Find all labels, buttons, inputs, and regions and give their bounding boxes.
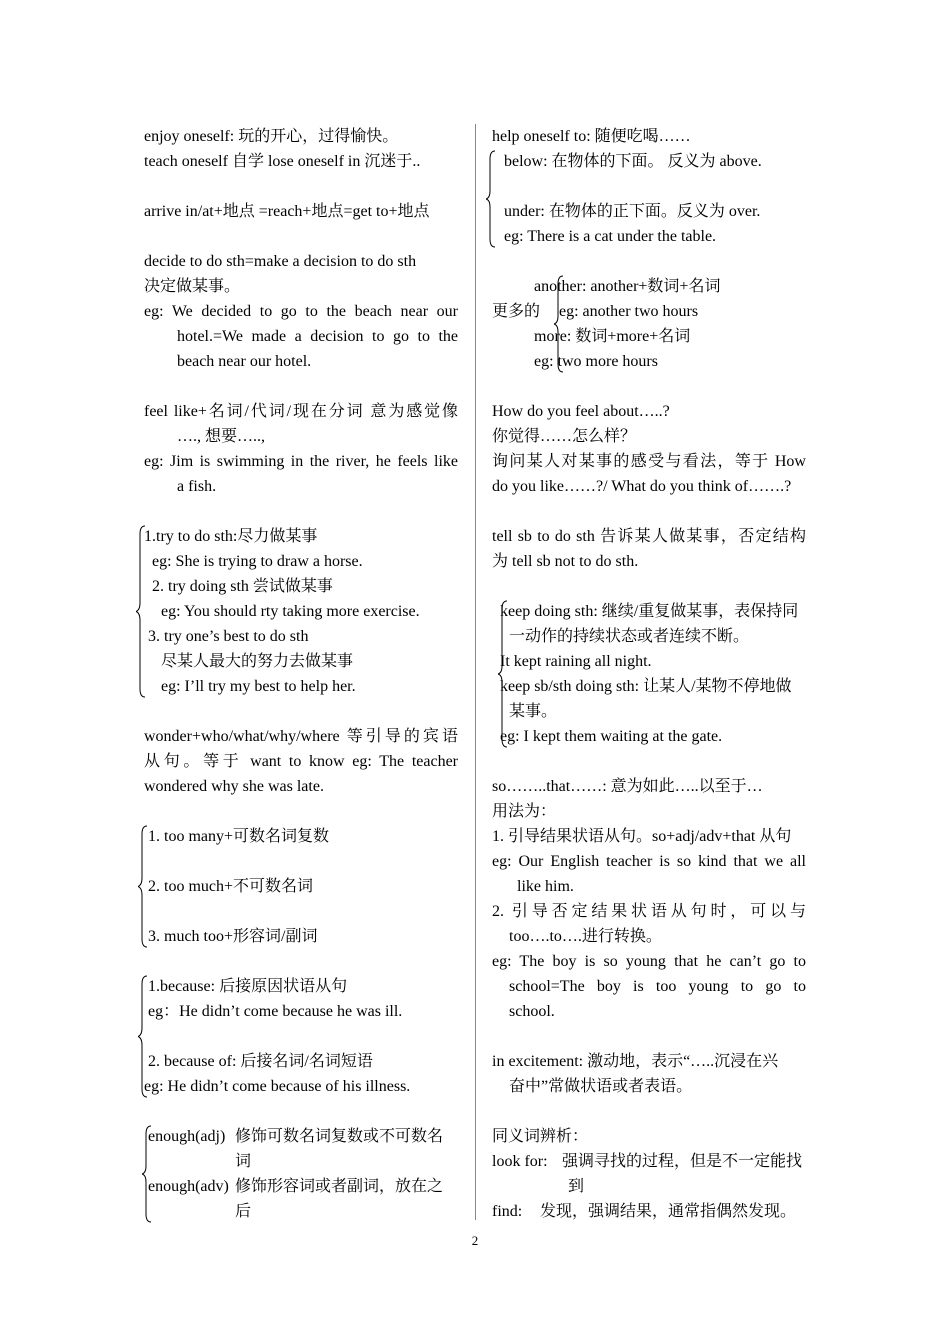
feel-like-line-2: …., 想要….., [177,428,266,445]
keep-group [492,599,806,749]
enough-adj-definition-2: 词 [235,1153,252,1170]
enough-adj-definition: 修饰可数名词复数或不可数名 [235,1128,444,1145]
how-feel-line-4: do you like……?/ What do you think of…….? [492,478,792,495]
decide-meaning: 决定做某事。 [144,278,241,295]
so-that-example-2c: school. [509,1003,555,1020]
so-that-example-1b: like him. [517,878,574,895]
in-excitement-line-2: 奋中”常做状语或者表语。 [509,1078,693,1095]
try-best: 3. try one’s best to do sth [148,628,309,645]
more-group [492,274,806,374]
arrive-line: arrive in/at+地点 =reach+地点=get to+地点 [144,203,430,220]
because-example: eg：He didn’t come because he was ill. [148,1003,403,1020]
so-that-example-2: eg: The boy is so young that he can’t go to [492,953,806,970]
feel-like-example: eg: Jim is swimming in the river, he feels like [144,453,458,470]
how-feel-line-2: 你觉得……怎么样？ [492,428,637,445]
too-group [144,824,458,949]
try-group [144,524,458,699]
try-doing: 2. try doing sth 尝试做某事 [152,578,333,595]
another-line: another: another+数词+名词 [534,278,721,295]
try-best-meaning: 尽某人最大的努力去做某事 [161,653,354,670]
decide-line: decide to do sth=make a decision to do sth [144,253,417,270]
page-number: 2 [471,1233,479,1248]
feel-like-example-2: a fish. [177,478,217,495]
keep-sb-doing-line-2: 某事。 [509,703,558,720]
too-many: 1. too many+可数名词复数 [148,828,330,845]
synonym-heading: 同义词辨析： [492,1128,589,1145]
wonder-line-1: wonder+who/what/why/where 等引导的宾语 [144,728,458,745]
because-of-line: 2. because of: 后接名词/名词短语 [148,1053,373,1070]
more-label: 更多的 [492,303,541,320]
try-best-example: eg: I’ll try my best to help her. [161,678,356,695]
decide-example-2: hotel.=We made a decision to go to the [177,328,458,345]
feel-like-line: feel like+名词/代词/现在分词 意为感觉像 [144,403,458,420]
try-to-do: 1.try to do sth:尽力做某事 [144,528,318,545]
keep-sb-example: eg: I kept them waiting at the gate. [500,728,723,745]
so-that-point-1: 1. 引导结果状语从句。so+adj/adv+that 从句 [492,828,792,845]
keep-sb-doing-line: keep sb/sth doing sth: 让某人/某物不停地做 [500,678,792,695]
wonder-line-2: 从句。等于 want to know eg: The teacher [144,753,458,770]
so-that-line: so……..that……: 意为如此…..以至于… [492,778,763,795]
enough-adv-definition: 修饰形容词或者副词，放在之 [235,1178,444,1195]
enjoy-oneself-line: enjoy oneself: 玩的开心，过得愉快。 [144,128,399,145]
look-for-definition: 强调寻找的过程，但是不一定能找 [562,1153,803,1170]
keep-doing-line: keep doing sth: 继续/重复做某事，表保持同 [500,603,799,620]
too-much: 2. too much+不可数名词 [148,878,314,895]
because-brace [138,974,148,1099]
enough-adv-definition-2: 后 [235,1203,252,1220]
so-that-point-2: 2. 引导否定结果状语从句时，可以与 [492,903,806,920]
enough-brace [142,1124,152,1224]
more-example: eg: two more hours [534,353,658,370]
below-under-brace [486,149,496,249]
too-brace [138,824,148,949]
because-line: 1.because: 后接原因状语从句 [148,978,348,995]
keep-doing-line-2: 一动作的持续状态或者连续不断。 [509,628,750,645]
so-that-example-2b: school=The boy is too young to go to [509,978,806,995]
because-group [144,974,458,1099]
how-feel-line-3: 询问某人对某事的感受与看法，等于 How [492,453,806,470]
try-to-do-example: eg: She is trying to draw a horse. [152,553,363,570]
column-divider [475,124,476,1220]
enough-adj-term: enough(adj) [148,1128,226,1145]
below-line: below: 在物体的下面。 反义为 above. [504,153,762,170]
keep-brace [498,599,508,749]
left-column [144,124,458,1224]
help-oneself-line: help oneself to: 随便吃喝…… [492,128,691,145]
in-excitement-line: in excitement: 激动地，表示“…..沉浸在兴 [492,1053,779,1070]
right-column [492,124,806,1224]
under-line: under: 在物体的正下面。反义为 over. [504,203,761,220]
keep-example: It kept raining all night. [500,653,652,670]
tell-line-1: tell sb to do sth 告诉某人做某事，否定结构 [492,528,806,545]
more-line: more: 数词+more+名词 [534,328,691,345]
wonder-line-3: wondered why she was late. [144,778,324,795]
try-brace [136,524,146,699]
under-example: eg: There is a cat under the table. [504,228,717,245]
tell-line-2: 为 tell sb not to do sth. [492,553,639,570]
below-under-group [492,149,806,249]
try-doing-example: eg: You should rty taking more exercise. [161,603,420,620]
so-that-usage: 用法为： [492,803,557,820]
look-for-term: look for: [492,1153,548,1170]
look-for-definition-2: 到 [568,1178,585,1195]
find-term: find: [492,1203,523,1220]
much-too: 3. much too+形容词/副词 [148,928,318,945]
so-that-point-2b: too….to….进行转换。 [509,928,662,945]
more-brace [554,274,564,374]
another-example: eg: another two hours [559,303,699,320]
decide-example-3: beach near our hotel. [177,353,312,370]
enough-group [144,1124,458,1224]
so-that-example-1: eg: Our English teacher is so kind that we all [492,853,806,870]
how-feel-line-1: How do you feel about…..? [492,403,670,420]
teach-oneself-line: teach oneself 自学 lose oneself in 沉迷于.. [144,153,421,170]
enough-adv-term: enough(adv) [148,1178,229,1195]
because-of-example: eg: He didn’t come because of his illness. [144,1078,411,1095]
find-definition: 发现，强调结果，通常指偶然发现。 [540,1203,797,1220]
decide-example-1: eg: We decided to go to the beach near our [144,303,458,320]
